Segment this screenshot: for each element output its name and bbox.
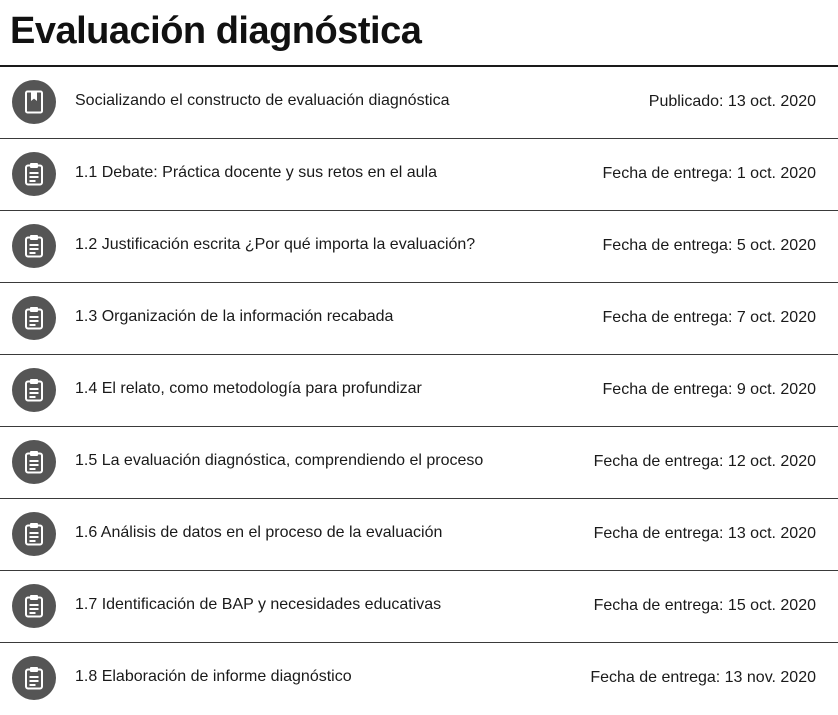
list-item[interactable]	[0, 139, 838, 211]
list-item[interactable]	[0, 355, 838, 427]
item-date: Publicado: 13 oct. 2020	[648, 93, 816, 110]
list-item[interactable]	[0, 67, 838, 139]
list-item[interactable]	[0, 283, 838, 355]
assignment-icon	[12, 584, 56, 628]
assignment-icon	[12, 656, 56, 700]
assignment-icon	[12, 440, 56, 484]
assignment-icon	[12, 152, 56, 196]
item-due-date: Fecha de entrega: 7 oct. 2020	[602, 309, 816, 326]
item-due-date: Fecha de entrega: 12 oct. 2020	[593, 453, 816, 470]
list-item[interactable]	[0, 643, 838, 715]
item-due-date: Fecha de entrega: 1 oct. 2020	[602, 165, 816, 182]
item-title: 1.8 Elaboración de informe diagnóstico	[75, 668, 352, 685]
bookmark-icon	[12, 80, 56, 124]
list-item[interactable]	[0, 427, 838, 499]
item-title: 1.4 El relato, como metodología para profundizar	[75, 380, 422, 397]
item-due-date: Fecha de entrega: 9 oct. 2020	[602, 381, 816, 398]
item-due-date: Fecha de entrega: 13 oct. 2020	[593, 525, 816, 542]
item-title: 1.1 Debate: Práctica docente y sus retos en el aula	[75, 164, 437, 181]
page-title: Evaluación diagnóstica	[10, 10, 422, 52]
item-due-date: Fecha de entrega: 13 nov. 2020	[590, 669, 816, 686]
list-item[interactable]	[0, 571, 838, 643]
item-due-date: Fecha de entrega: 5 oct. 2020	[602, 237, 816, 254]
item-title: Socializando el constructo de evaluación diagnóstica	[75, 92, 450, 109]
assignment-icon	[12, 296, 56, 340]
list-item[interactable]	[0, 499, 838, 571]
item-title: 1.5 La evaluación diagnóstica, comprendiendo el proceso	[75, 452, 484, 469]
list-item[interactable]	[0, 211, 838, 283]
assignment-icon	[12, 368, 56, 412]
assignment-icon	[12, 512, 56, 556]
item-title: 1.6 Análisis de datos en el proceso de la evaluación	[75, 524, 443, 541]
item-title: 1.7 Identificación de BAP y necesidades educativas	[75, 596, 442, 613]
item-due-date: Fecha de entrega: 15 oct. 2020	[593, 597, 816, 614]
item-title: 1.3 Organización de la información recabada	[75, 308, 394, 325]
content-list	[0, 67, 838, 715]
item-title: 1.2 Justificación escrita ¿Por qué importa la evaluación?	[75, 236, 476, 253]
assignment-icon	[12, 224, 56, 268]
